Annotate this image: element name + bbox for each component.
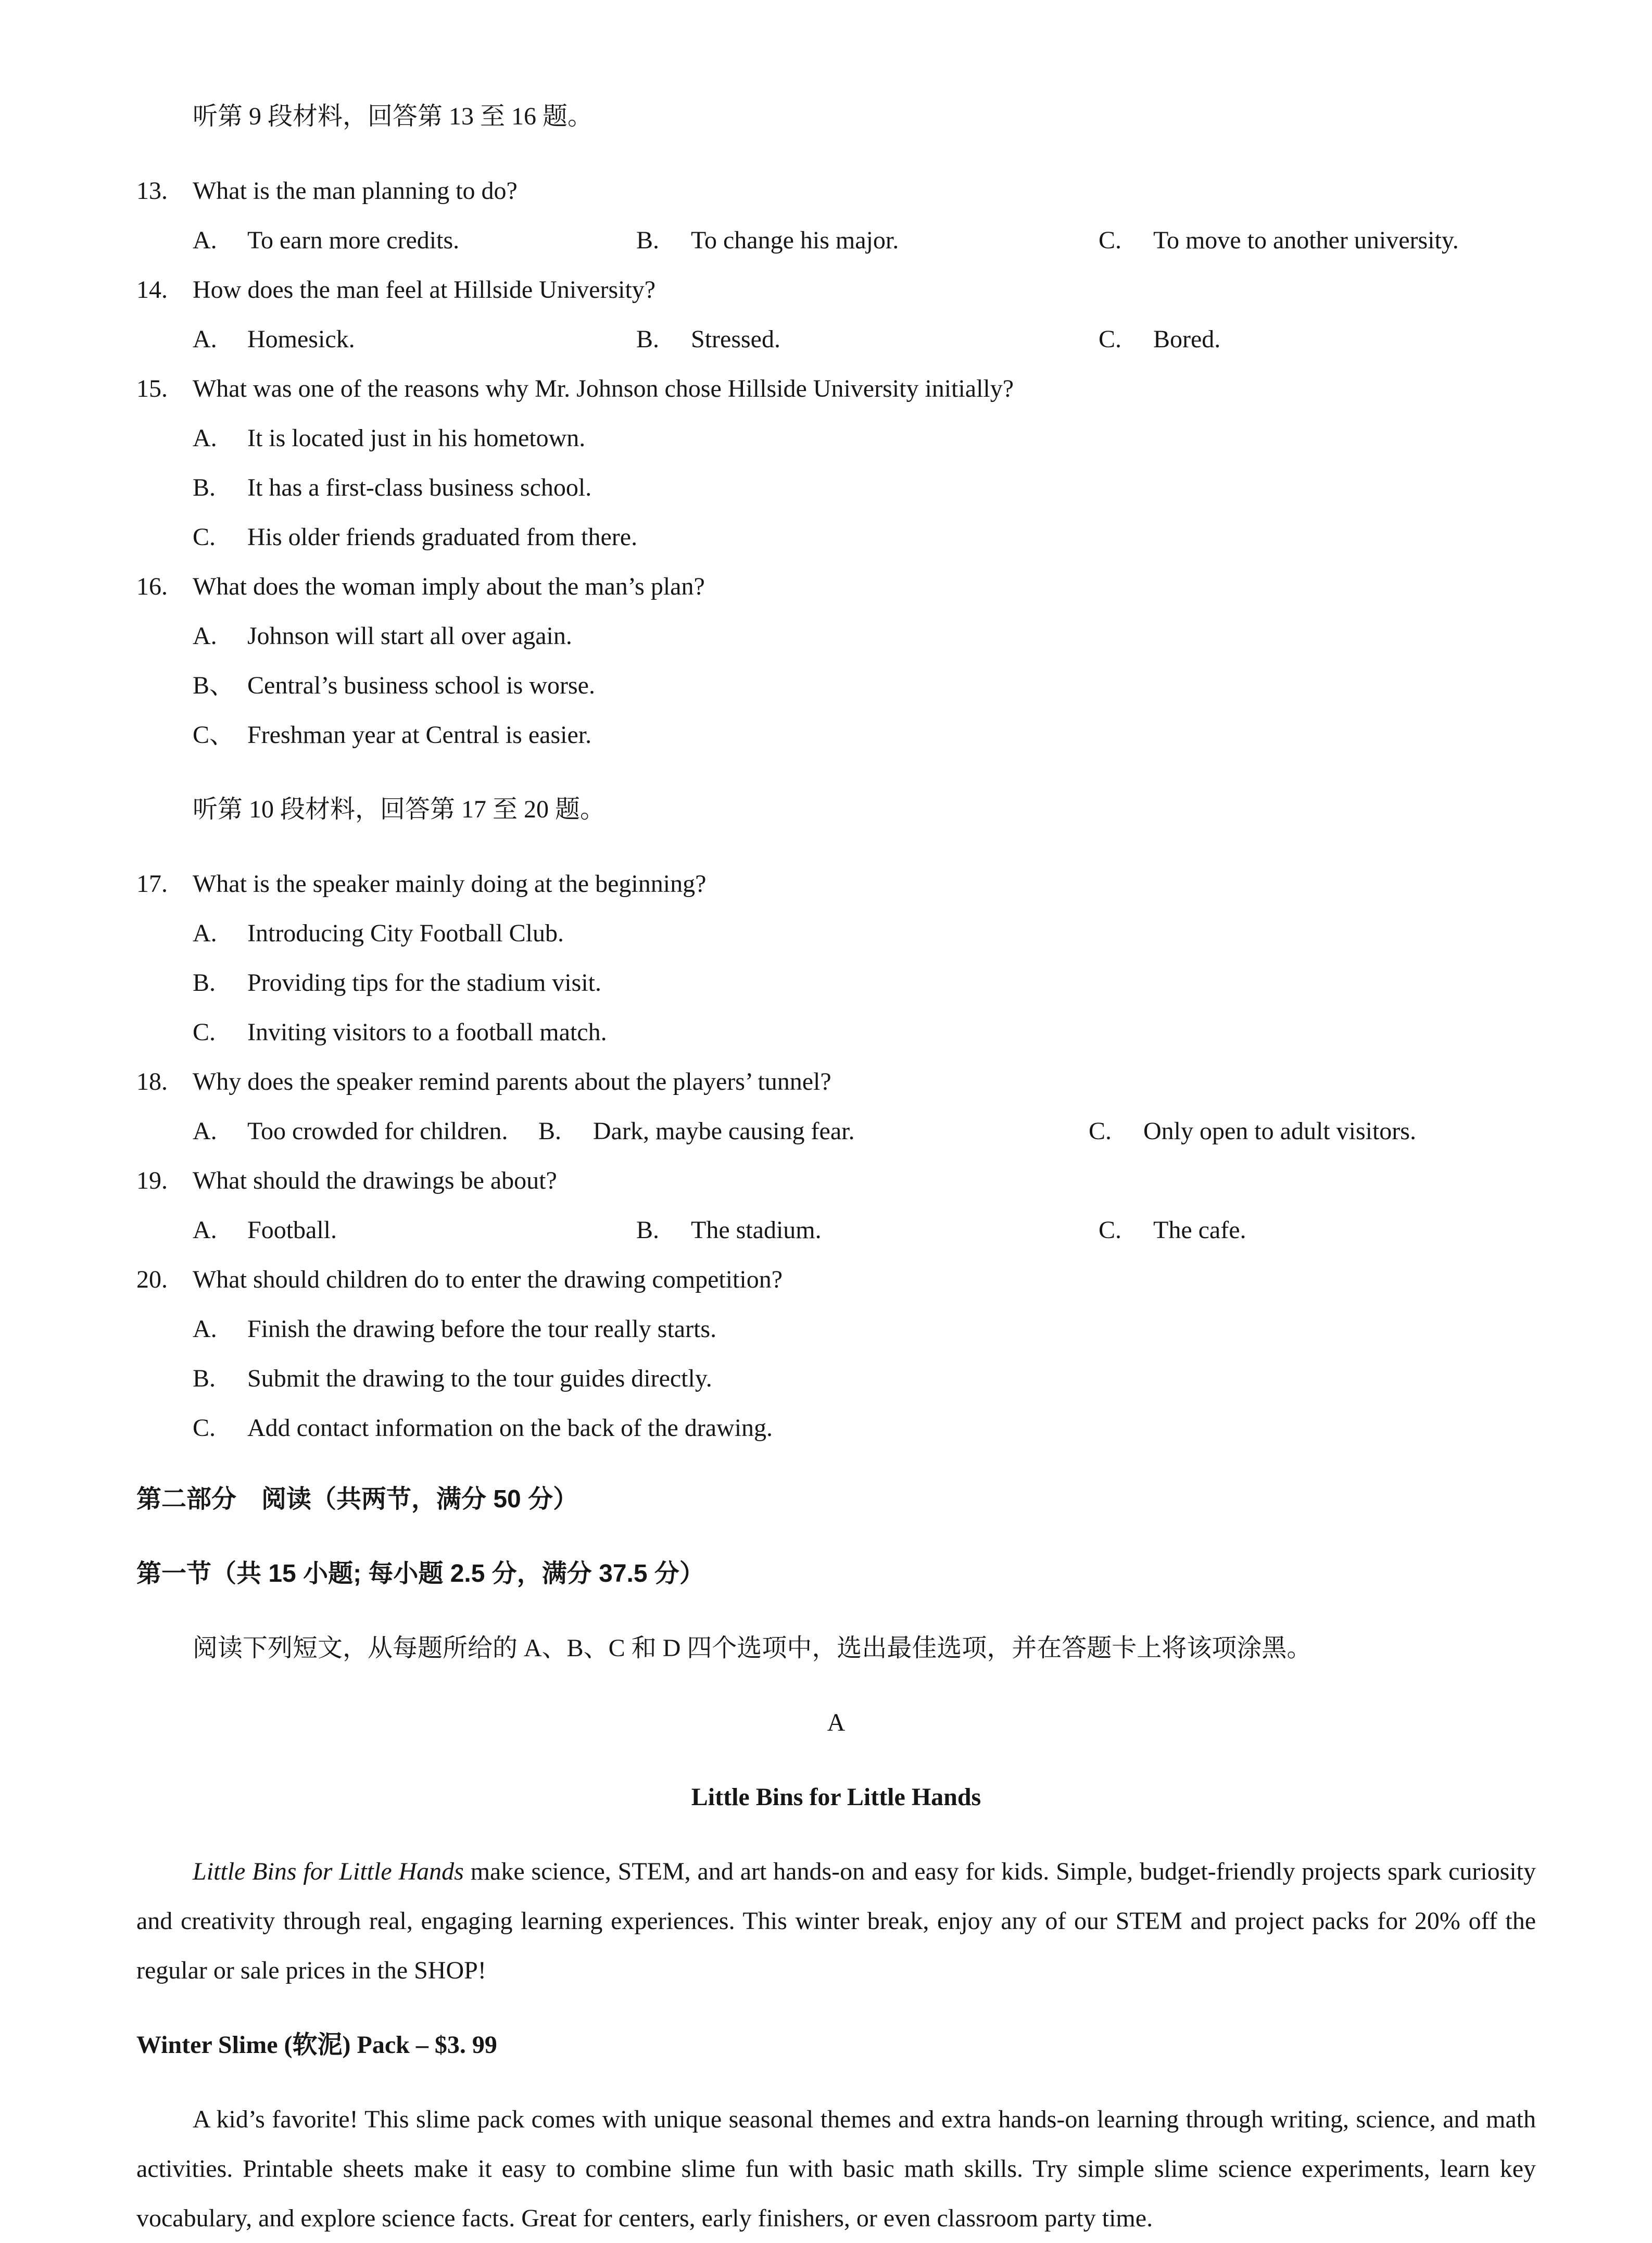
option-a [193, 909, 1536, 958]
option-b [193, 958, 1536, 1007]
option-label: C. [1089, 1117, 1112, 1145]
question-line [136, 166, 1536, 216]
question-13 [136, 166, 1536, 265]
option-a [193, 1304, 1536, 1354]
option-label: B. [636, 226, 660, 254]
option-label: C. [1099, 1216, 1122, 1244]
question-text: Why does the speaker remind parents about the players’ tunnel? [193, 1068, 831, 1095]
option-a [193, 1106, 538, 1156]
option-text: Central’s business school is worse. [247, 672, 595, 699]
option-c [193, 1403, 1536, 1453]
option-text: Dark, maybe causing fear. [593, 1117, 855, 1145]
option-text: Football. [247, 1216, 337, 1244]
question-text: What should children do to enter the drawing competition? [193, 1266, 783, 1293]
option-text: To earn more credits. [247, 226, 460, 254]
options-row [193, 216, 1536, 265]
option-label: C. [193, 523, 216, 551]
option-text: To change his major. [691, 226, 899, 254]
option-text: Too crowded for children. [247, 1117, 508, 1145]
option-b [538, 1106, 1089, 1156]
option-text: It is located just in his hometown. [247, 424, 586, 452]
option-a [193, 1205, 636, 1255]
question-number: 20. [136, 1266, 168, 1293]
question-line [136, 859, 1536, 909]
question-number: 17. [136, 870, 168, 898]
option-label: A. [193, 919, 217, 947]
question-17 [136, 859, 1536, 1057]
option-label: A. [193, 325, 217, 353]
option-label: B、 [193, 672, 235, 699]
option-a [193, 413, 1536, 463]
question-text: How does the man feel at Hillside University? [193, 276, 656, 304]
question-text: What is the man planning to do? [193, 177, 518, 205]
option-text: The cafe. [1153, 1216, 1246, 1244]
option-text: To move to another university. [1153, 226, 1459, 254]
option-label: A. [193, 226, 217, 254]
option-label: A. [193, 622, 217, 650]
question-number: 19. [136, 1167, 168, 1194]
option-a [193, 611, 1536, 661]
option-a [193, 216, 636, 265]
question-line [136, 1255, 1536, 1304]
option-label: B. [193, 1365, 216, 1392]
passage-title: Little Bins for Little Hands [691, 1783, 981, 1811]
section1-heading: 第一节（共 15 小题; 每小题 2.5 分，满分 37.5 分） [136, 1560, 704, 1587]
option-label: A. [193, 424, 217, 452]
option-label: A. [193, 1315, 217, 1343]
question-14 [136, 265, 1536, 364]
question-18 [136, 1057, 1536, 1156]
material-9-intro: 听第 9 段材料，回答第 13 至 16 题。 [193, 103, 593, 130]
option-c [1099, 216, 1536, 265]
option-b [636, 314, 1099, 364]
question-text: What was one of the reasons why Mr. Johnson chose Hillside University initially? [193, 375, 1014, 402]
option-c [193, 710, 1536, 760]
material-10-intro: 听第 10 段材料，回答第 17 至 20 题。 [193, 796, 606, 823]
option-text: Add contact information on the back of the drawing. [247, 1414, 773, 1442]
question-19 [136, 1156, 1536, 1255]
question-text: What is the speaker mainly doing at the beginning? [193, 870, 707, 898]
product-heading: Winter Slime (软泥) Pack – $3. 99 [136, 2031, 497, 2059]
passage-lead-italic: Little Bins for Little Hands [193, 1858, 464, 1885]
option-label: C. [1099, 325, 1122, 353]
option-text: Homesick. [247, 325, 355, 353]
options-row [193, 1106, 1536, 1156]
question-20 [136, 1255, 1536, 1453]
option-text: Bored. [1153, 325, 1221, 353]
options-row [193, 314, 1536, 364]
option-b [193, 463, 1536, 512]
option-c [193, 1007, 1536, 1057]
question-text: What should the drawings be about? [193, 1167, 557, 1194]
option-text: It has a first-class business school. [247, 474, 592, 501]
option-c [1099, 314, 1536, 364]
option-text: Submit the drawing to the tour guides directly. [247, 1365, 712, 1392]
option-label: C. [193, 1018, 216, 1046]
part2-heading: 第二部分 阅读（共两节，满分 50 分） [136, 1485, 578, 1513]
question-15 [136, 364, 1536, 562]
passage-paragraph-2: A kid’s favorite! This slime pack comes with unique seasonal themes and extra hands-on learning through writing, science, and math activities. Printable sheets make it easy to combine slime fun with basic math skills. Try simple slime science experiments, learn key vocabulary, and explore science facts. Great for centers, early finishers, or even classroom party time. [136, 2106, 1536, 2232]
question-number: 14. [136, 276, 168, 304]
option-label: B. [636, 325, 660, 353]
option-c [1089, 1106, 1536, 1156]
passage-paragraph-1 [136, 1847, 1536, 1995]
question-line [136, 265, 1536, 314]
option-text: His older friends graduated from there. [247, 523, 638, 551]
option-text: Johnson will start all over again. [247, 622, 572, 650]
option-label: A. [193, 1117, 217, 1145]
option-b [636, 1205, 1099, 1255]
passage-label: A [827, 1709, 846, 1736]
question-number: 15. [136, 375, 168, 402]
option-text: Freshman year at Central is easier. [247, 721, 592, 749]
option-text: Inviting visitors to a football match. [247, 1018, 607, 1046]
option-c [1099, 1205, 1536, 1255]
option-label: B. [193, 474, 216, 501]
option-b [193, 1354, 1536, 1403]
question-number: 13. [136, 177, 168, 205]
option-text: Providing tips for the stadium visit. [247, 969, 601, 997]
question-number: 18. [136, 1068, 168, 1095]
option-a [193, 314, 636, 364]
option-b [636, 216, 1099, 265]
question-line [136, 1156, 1536, 1205]
option-text: Stressed. [691, 325, 780, 353]
question-16 [136, 562, 1536, 760]
option-text: The stadium. [691, 1216, 822, 1244]
question-line [136, 562, 1536, 611]
option-c [193, 512, 1536, 562]
passage-paragraph-1-text: make science, STEM, and art hands-on and easy for kids. Simple, budget-friendly projects spark curiosity and creativity through real, engaging learning experiences. This winter break, enjoy any of our STEM and project packs for 20% off the regular or sale prices in the SHOP! [136, 1858, 1536, 1984]
option-label: B. [538, 1117, 562, 1145]
option-text: Introducing City Football Club. [247, 919, 564, 947]
question-line [136, 1057, 1536, 1106]
option-label: C. [193, 1414, 216, 1442]
option-label: C. [1099, 226, 1122, 254]
reading-instructions: 阅读下列短文，从每题所给的 A、B、C 和 D 四个选项中，选出最佳选项，并在答题卡上将该项涂黑。 [193, 1634, 1312, 1662]
option-label: B. [636, 1216, 660, 1244]
option-label: A. [193, 1216, 217, 1244]
option-b [193, 661, 1536, 710]
question-text: What does the woman imply about the man’s plan? [193, 573, 705, 600]
question-line [136, 364, 1536, 413]
option-text: Finish the drawing before the tour really starts. [247, 1315, 717, 1343]
options-row [193, 1205, 1536, 1255]
question-number: 16. [136, 573, 168, 600]
option-text: Only open to adult visitors. [1143, 1117, 1416, 1145]
option-label: C、 [193, 721, 235, 749]
option-label: B. [193, 969, 216, 997]
